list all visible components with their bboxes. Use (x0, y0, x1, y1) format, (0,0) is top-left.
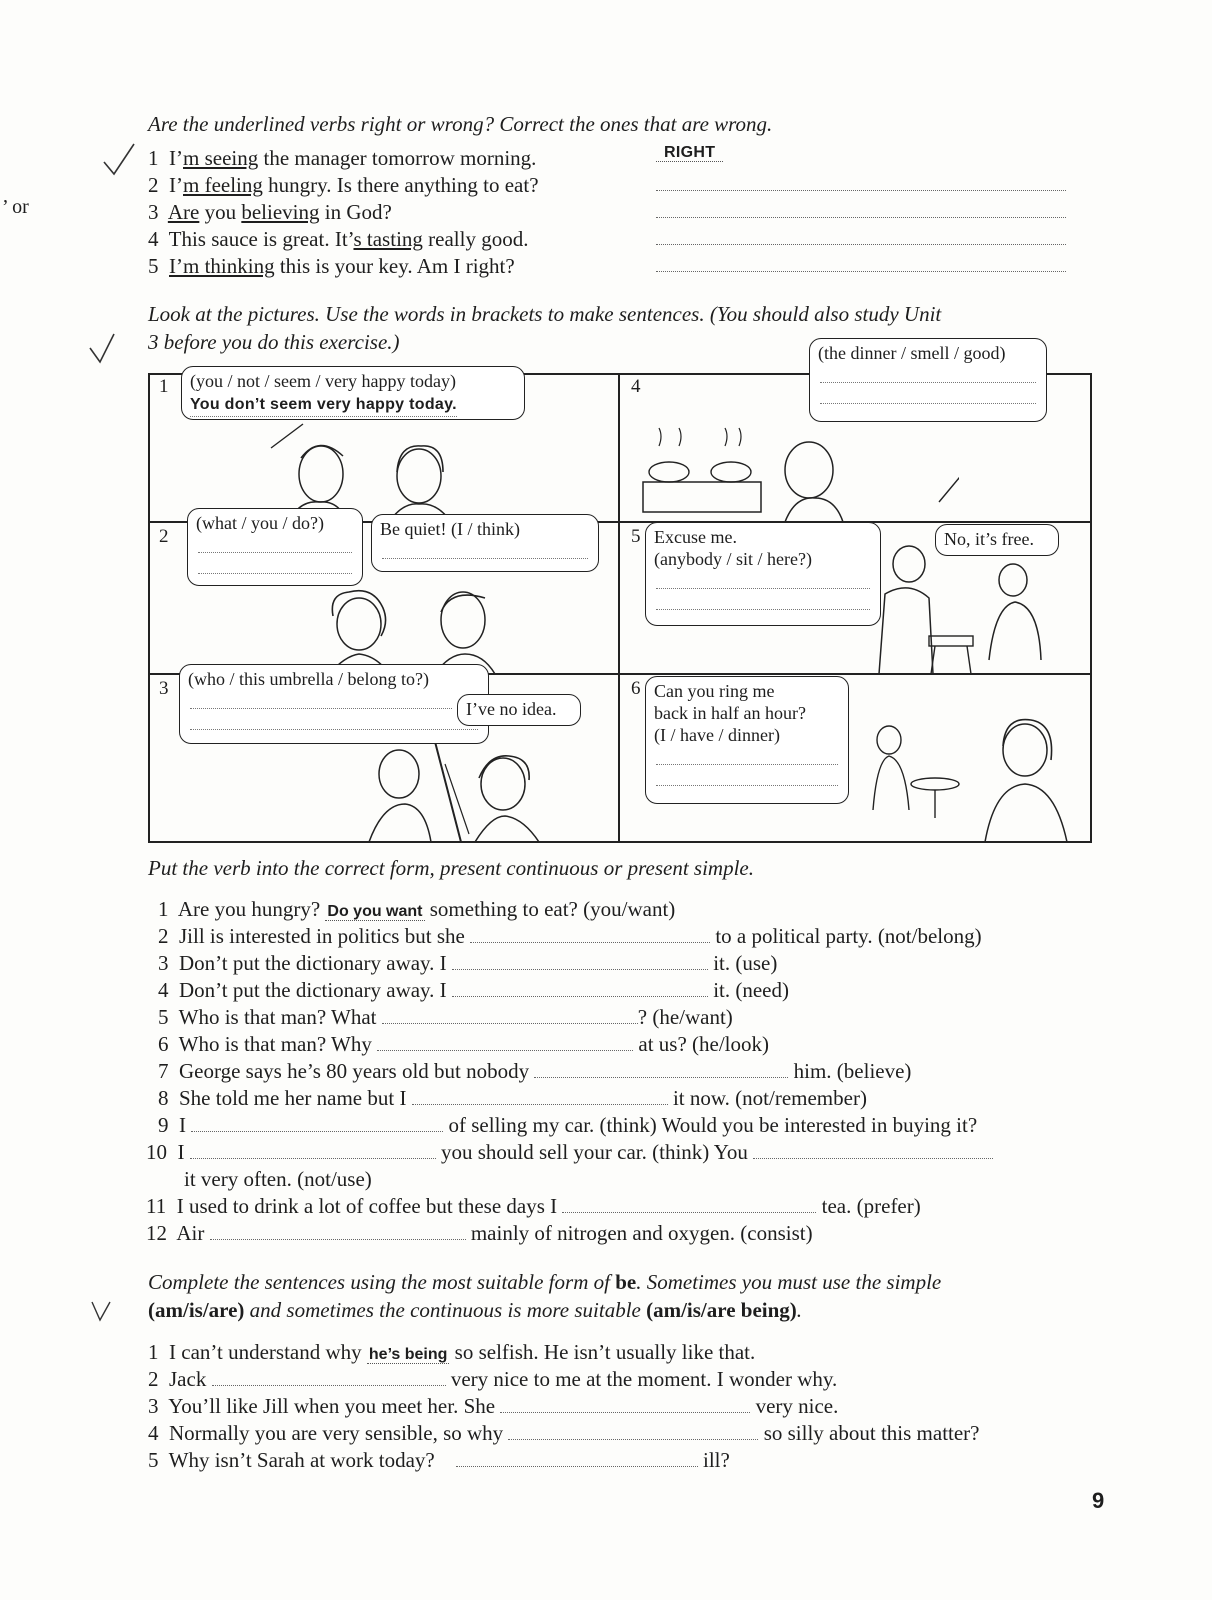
ex1-answer-1[interactable]: RIGHT (656, 144, 723, 162)
answer-field[interactable]: Do you want (327, 903, 423, 920)
exercise-1-instruction: Are the underlined verbs right or wrong? Correct the ones that are wrong. (148, 112, 773, 136)
bubble-prompt: back in half an hour? (654, 703, 806, 723)
exercise-3-instruction: Put the verb into the correct form, present continuous or present simple. (148, 856, 754, 880)
ex1-answer-3[interactable] (656, 201, 1066, 218)
ex4-item-2: 2 Jack very nice to me at the moment. I wonder why. (148, 1367, 838, 1391)
speech-bubble-5 (645, 522, 881, 626)
speech-bubble-2b (371, 514, 599, 572)
ex3-item-12: 12 Air mainly of nitrogen and oxygen. (consist) (146, 1221, 813, 1245)
ex3-item-2: 2 Jill is interested in politics but she to a political party. (not/belong) (158, 924, 982, 948)
answer-field[interactable] (412, 1088, 668, 1105)
speech-bubble-1 (181, 366, 525, 420)
two-people-illustration (269, 414, 609, 522)
two-people-with-umbrella-illustration (349, 734, 589, 842)
ex1-item-1: 1 I’m seeing the manager tomorrow morning. (148, 146, 537, 170)
panel-number: 1 (159, 376, 169, 397)
speech-bubble-4 (809, 338, 1047, 422)
answer-field[interactable] (534, 1061, 788, 1078)
ex1-item-5: 5 I’m thinking this is your key. Am I right? (148, 254, 515, 278)
bubble-prompt: Can you ring me (654, 681, 775, 701)
answer-line[interactable] (190, 713, 478, 730)
ex4-item-3: 3 You’ll like Jill when you meet her. She very nice. (148, 1394, 839, 1418)
restaurant-and-phone-illustration (855, 710, 1085, 842)
ex3-item-9: 9 I of selling my car. (think) Would you be interested in buying it? (158, 1113, 978, 1137)
bubble-prompt: (the dinner / smell / good) (818, 343, 1006, 363)
answer-field[interactable] (382, 1007, 638, 1024)
answer-line[interactable] (656, 748, 838, 765)
margin-text: ’ or (2, 196, 29, 218)
ex4-item-4: 4 Normally you are very sensible, so why so silly about this matter? (148, 1421, 980, 1445)
panel-number: 2 (159, 526, 169, 547)
answer-line[interactable] (656, 593, 870, 610)
ex1-answer-2[interactable] (656, 174, 1066, 191)
ex1-item-3: 3 Are you believing in God? (148, 200, 392, 224)
answer-line[interactable] (190, 692, 452, 709)
panel-number: 3 (159, 678, 169, 699)
speech-bubble-5-reply (935, 524, 1059, 556)
bubble-reply: No, it’s free. (944, 529, 1034, 549)
ex3-item-3: 3 Don’t put the dictionary away. I it. (use) (158, 951, 778, 975)
speech-bubble-3-reply (457, 694, 581, 726)
bubble-answer[interactable]: You don’t seem very happy today. (190, 394, 457, 417)
ex1-item-2: 2 I’m feeling hungry. Is there anything to eat? (148, 173, 539, 197)
answer-line[interactable] (656, 572, 870, 589)
answer-field[interactable] (452, 980, 708, 997)
picture-grid (148, 343, 1092, 843)
page-number: 9 (1092, 1488, 1105, 1513)
stove-and-man-illustration (639, 426, 959, 522)
speech-bubble-6 (645, 676, 849, 804)
answer-field[interactable] (456, 1450, 698, 1467)
bubble-prompt: Excuse me. (654, 527, 737, 547)
answer-field[interactable] (452, 953, 708, 970)
ex3-item-8: 8 She told me her name but I it now. (not/remember) (158, 1086, 867, 1110)
bubble-prompt: (you / not / seem / very happy today) (190, 371, 456, 391)
check-mark-icon (86, 332, 126, 372)
speech-bubble-3 (179, 664, 489, 744)
ex1-answer-4[interactable] (656, 228, 1066, 245)
exercise-2-instruction-line-1: Look at the pictures. Use the words in brackets to make sentences. (You should also study Unit (148, 302, 942, 326)
answer-field[interactable]: he’s being (368, 1346, 448, 1363)
ex3-item-11: 11 I used to drink a lot of coffee but these days I tea. (prefer) (146, 1194, 921, 1218)
ex3-item-7: 7 George says he’s 80 years old but nobody him. (believe) (158, 1059, 912, 1083)
exercise-2-instruction-line-2: 3 before you do this exercise.) (148, 330, 400, 354)
panel-number: 4 (631, 376, 641, 397)
check-mark-icon (88, 1296, 118, 1326)
bubble-prompt: (what / you / do?) (196, 513, 324, 533)
answer-field[interactable] (470, 926, 710, 943)
exercise-4-instruction-line-2: (am/is/are) and sometimes the continuous is more suitable (am/is/are being). (148, 1298, 803, 1322)
answer-line[interactable] (198, 536, 352, 553)
answer-field[interactable] (508, 1423, 758, 1440)
bubble-prompt: (anybody / sit / here?) (654, 549, 812, 569)
ex3-item-6: 6 Who is that man? Why at us? (he/look) (158, 1032, 769, 1056)
answer-line[interactable] (198, 557, 352, 574)
answer-field[interactable] (210, 1223, 466, 1240)
answer-field[interactable] (500, 1396, 750, 1413)
answer-line[interactable] (656, 769, 838, 786)
ex3-item-10-continued: it very often. (not/use) (184, 1167, 372, 1191)
ex4-item-1: 1 I can’t understand why he’s being so selfish. He isn’t usually like that. (148, 1340, 756, 1364)
answer-line[interactable] (382, 542, 588, 559)
panel-number: 6 (631, 678, 641, 699)
answer-field[interactable] (190, 1142, 436, 1159)
check-mark-icon (100, 140, 140, 180)
answer-field[interactable] (212, 1369, 446, 1386)
ex3-item-4: 4 Don’t put the dictionary away. I it. (need) (158, 978, 789, 1002)
ex1-item-4: 4 This sauce is great. It’s tasting really good. (148, 227, 529, 251)
ex1-answer-5[interactable] (656, 255, 1066, 272)
ex3-item-10: 10 I you should sell your car. (think) You (146, 1140, 993, 1165)
answer-line[interactable] (820, 366, 1036, 383)
answer-field[interactable] (753, 1142, 993, 1159)
panel-number: 5 (631, 526, 641, 547)
answer-field[interactable] (562, 1196, 816, 1213)
ex4-item-5: 5 Why isn’t Sarah at work today? ill? (148, 1448, 730, 1472)
ex3-item-1: 1 Are you hungry? Do you want something to eat? (you/want) (158, 897, 676, 921)
bubble-prompt: Be quiet! (I / think) (380, 519, 520, 539)
answer-field[interactable] (191, 1115, 443, 1132)
bubble-reply: I’ve no idea. (466, 699, 557, 719)
bubble-prompt: (who / this umbrella / belong to?) (188, 669, 429, 689)
answer-line[interactable] (820, 387, 1036, 404)
ex3-item-5: 5 Who is that man? What ? (he/want) (158, 1005, 733, 1029)
bubble-prompt: (I / have / dinner) (654, 725, 780, 745)
speech-bubble-2a (187, 508, 363, 586)
exercise-4-instruction-line-1: Complete the sentences using the most suitable form of be. Sometimes you must use the simple (148, 1270, 942, 1294)
answer-field[interactable] (377, 1034, 633, 1051)
